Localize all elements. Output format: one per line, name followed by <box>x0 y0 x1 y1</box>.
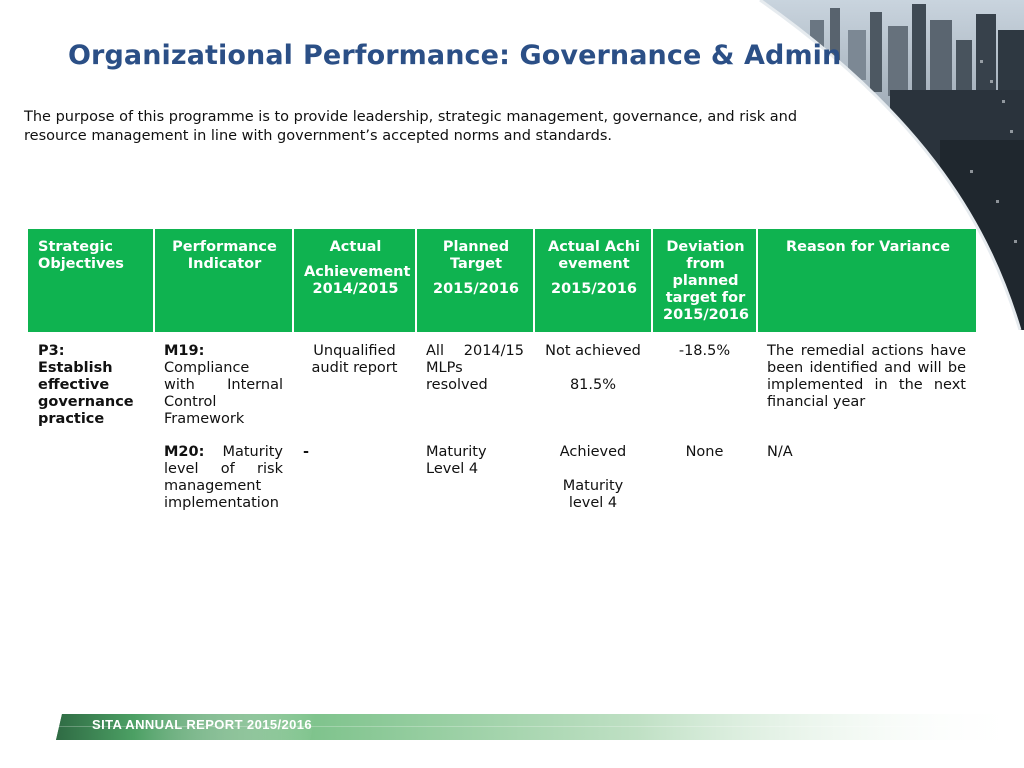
actual-2016-value: 81.5% <box>569 377 617 393</box>
page-title-part2: Performance: Governance & Admin <box>303 40 842 71</box>
actual-2016-value: Maturity level 4 <box>562 478 624 511</box>
header-planned-target-line2: 2015/2016 <box>432 281 519 297</box>
header-actual-2014-line1: Actual <box>329 239 382 255</box>
header-actual-2014-line2: Achievement 2014/2015 <box>304 264 411 297</box>
cell-actual-2016 <box>534 428 652 512</box>
cell-reason: N/A <box>767 444 793 460</box>
header-reason-for-variance <box>757 229 976 332</box>
header-deviation-label: Deviation from planned target for 2015/2016 <box>663 239 750 323</box>
header-performance-indicator-label: Performance Indicator <box>172 239 277 272</box>
cell-indicator <box>154 428 293 512</box>
indicator-text: Maturity level of risk management implementation <box>164 444 283 511</box>
page-title <box>68 40 841 71</box>
table-row <box>28 428 976 512</box>
header-reason-for-variance-label: Reason for Variance <box>785 239 951 255</box>
cell-objective <box>28 428 154 512</box>
cell-actual-2014: - <box>303 444 310 460</box>
table-row <box>28 332 976 428</box>
purpose-paragraph: The purpose of this programme is to provide leadership, strategic management, governance, and risk and resource management in line with government’s accepted norms and standards. <box>24 109 798 144</box>
header-actual-2016-line2: 2015/2016 <box>550 281 637 297</box>
cell-planned-target: Maturity Level 4 <box>426 444 487 477</box>
cell-planned-target: All 2014/15 MLPs resolved <box>426 343 524 393</box>
performance-table <box>28 229 976 512</box>
table-header-row <box>28 229 976 332</box>
cell-actual-2014: Unqualified audit report <box>311 343 398 376</box>
cell-indicator <box>154 332 293 428</box>
header-performance-indicator <box>154 229 293 332</box>
indicator-code: M20: <box>164 444 205 460</box>
actual-2016-status: Achieved <box>559 444 627 460</box>
page-title-part1: Organizational <box>68 40 294 71</box>
header-strategic-objectives-label: Strategic Objectives <box>38 239 124 272</box>
header-actual-2014 <box>293 229 416 332</box>
indicator-text: Compliance with Internal Control Framework <box>164 360 283 427</box>
cell-reason: The remedial actions have been identified and will be implemented in the next financial year <box>767 343 966 410</box>
footer-report-label: SITA ANNUAL REPORT 2015/2016 <box>92 717 312 732</box>
cell-deviation: -18.5% <box>678 343 731 359</box>
header-strategic-objectives <box>28 229 154 332</box>
indicator-code: M19: <box>164 343 205 359</box>
header-planned-target-line1: Planned Target <box>442 239 510 272</box>
cell-deviation: None <box>685 444 724 460</box>
header-deviation <box>652 229 757 332</box>
cell-actual-2016 <box>534 332 652 428</box>
header-actual-2016 <box>534 229 652 332</box>
cell-objective: P3: Establish effective governance practice <box>38 343 134 427</box>
header-actual-2016-line1: Actual Achievement <box>548 239 640 272</box>
actual-2016-status: Not achieved <box>545 343 641 359</box>
header-planned-target <box>416 229 534 332</box>
